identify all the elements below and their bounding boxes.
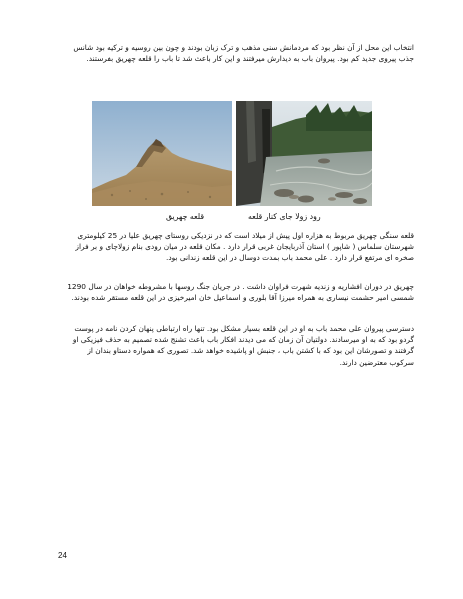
page-number: 24 (58, 551, 67, 560)
paragraph-fortress: قلعه سنگی چهریق مربوط به هزاره اول پیش از میلاد است که در نزدیکی روستای چهریق علیا در 25 کیلومتری شهرستان سلماس ( شاپور ) استان آذربایجان غربی قرار دارد . مکان قلعه در میان رودی بنام زولاچای و بر فراز صخره ای مرتفع قرار دارد . علی محمد باب بمدت دوسال در این قلعه زندانی بود. (75, 231, 414, 263)
caption-river: رود زولا جای کنار قلعه (248, 212, 321, 221)
paragraph-history: چهریق در دوران افشاریه و زندیه شهرت فراوان داشت . در جریان جنگ روسها با مشروطه خواهان در سال 1290 شمسی امیر حشمت نیساری به همراه میرزا آقا بلوری و اسماعیل خان امیرخیزی در این قلعه مستقر شده بودند. (67, 282, 414, 303)
paragraph-intro: انتخاب این محل از آن نظر بود که مردمانش سنی مذهب و ترک زبان بودند و چون بین روسیه و ترکیه بود شانس جذب پیروی جدید کم بود. پیروان باب به دیدارش میرفتند و این کار باعث شد تا باب را قلعه چهریق بفرستند. (73, 43, 414, 64)
paragraph-followers: دسترسی پیروان علی محمد باب به او در این قلعه بسیار مشکل بود. تنها راه ارتباطی پنهان کردن نامه در پوست گردو بود که به او میرسادند. دولتیان آن زمان که می دیدند افکار باب باعث تشنج شده تصمیم به حذف فیزیکی او گرفتند و تصورشان این بود که با کشتن باب ، جنبش او پاشیده خواهد شد. تصوری که همواره دستاو بندان از سرکوب معترضین دارند. (72, 324, 414, 367)
chehriq-fortress-photo (92, 101, 232, 206)
caption-fortress: قلعه چهریق (166, 212, 205, 221)
zola-river-photo (236, 101, 372, 206)
